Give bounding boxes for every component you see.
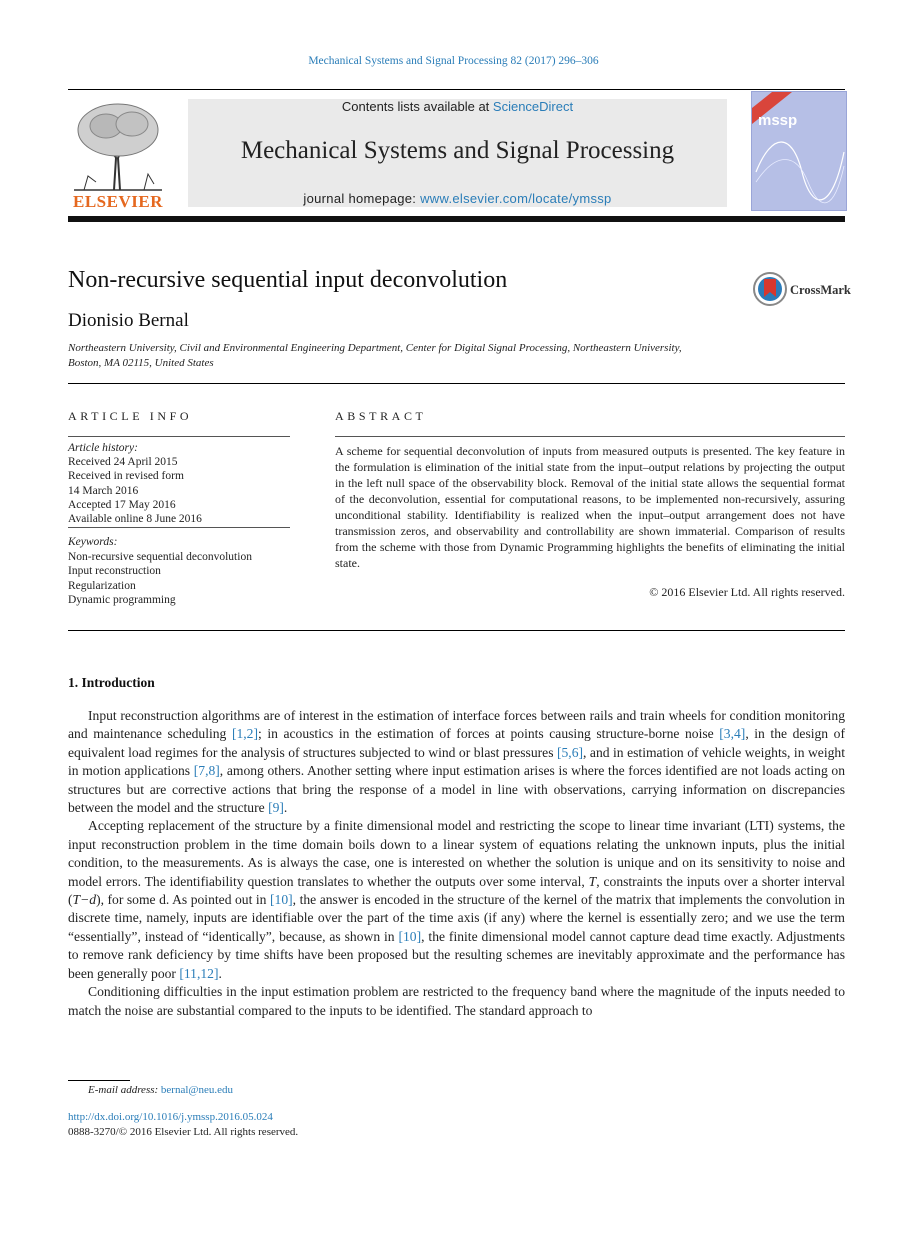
history-item: Received in revised form (68, 470, 184, 483)
crossmark-badge[interactable] (752, 271, 788, 312)
keywords-rule (68, 527, 290, 528)
abstract-heading: ABSTRACT (335, 409, 427, 423)
keyword-item: Regularization (68, 579, 136, 592)
tree-icon (74, 104, 162, 190)
citation-link[interactable]: [10] (270, 892, 293, 908)
doi-link[interactable]: http://dx.doi.org/10.1016/j.ymssp.2016.05.024 (68, 1111, 273, 1123)
paragraph: Accepting replacement of the structure by a finite dimensional model and restricting the scope to linear time invariant (LTI) systems, the input reconstruction problem in the time domain boils down to a linear system of equations relating the unknown inputs, plus the initial condition, to the measurements. As is always the case, one is interested on whether the solution is unique and on its sensitivity to noise and model errors. The identifiability question translates to whether the outputs over some interval, T, constraints the inputs over a shorter interval (T−d), for some d. As pointed out in [10], the answer is encoded in the structure of the kernel of the matrix that implements the convolution in discrete time, namely, inputs are identifiable over the part of the time axis (if any) where the kernel is essentially zero; and we use the term “essentially”, instead of “identically”, because, as shown in [10], the finite dimensional model cannot capture dead time exactly. Adjustments to remove rank deficiency by time shifts have been proposed but the resulting schemes are inevitably approximate and the performance has been generally poor [11,12]. (68, 818, 845, 981)
history-item: Available online 8 June 2016 (68, 513, 202, 526)
crossmark-label[interactable]: CrossMark (790, 283, 851, 297)
abstract-end-rule (68, 630, 845, 631)
author-name: Dionisio Bernal (68, 310, 189, 331)
keyword-item: Input reconstruction (68, 565, 161, 577)
paragraph: Input reconstruction algorithms are of interest in the estimation of interface forces between rails and train wheels for condition monitoring and maintenance scheduling [1,2]; in acoustics in the estimation of forces at points causing structure-borne noise [3,4], in the design of equivalent load regimes for the analysis of structures subjected to wind or blast pressures [5,6], and in estimation of vehicle weights, in weight in motion applications [7,8], among others. Another setting where input estimation arises is where the forces identified are not loads acting on structures but are corrective actions that bring the response of a model in line with observations, carrying information on discrepancies between the model and the structure [9]. (68, 708, 845, 816)
homepage-link[interactable]: www.elsevier.com/locate/ymssp (420, 191, 612, 206)
citation-link[interactable]: [10] (398, 928, 422, 944)
affiliation-line: Boston, MA 02115, United States (68, 357, 214, 369)
header-top-rule (68, 89, 845, 90)
citation-link[interactable]: [9] (268, 800, 284, 816)
email-link[interactable]: bernal@neu.edu (160, 1084, 234, 1096)
history-item: 14 March 2016 (68, 484, 139, 497)
article-info-heading: ARTICLE INFO (68, 409, 193, 423)
article-info-rule (68, 436, 290, 437)
sciencedirect-link[interactable]: ScienceDirect (492, 99, 574, 114)
history-label: Article history: (68, 442, 138, 454)
cover-title: mssp (758, 112, 798, 129)
history-item: Received 24 April 2015 (68, 456, 178, 469)
cover-art (752, 92, 846, 210)
citation-link[interactable]: [7,8] (193, 763, 220, 779)
keywords-label: Keywords: (68, 536, 118, 548)
issn-line: 0888-3270/© 2016 Elsevier Ltd. All rights reserved. (68, 1126, 299, 1138)
keyword-item: Non-recursive sequential deconvolution (68, 550, 252, 563)
body-text (68, 707, 845, 1020)
footnote-rule (68, 1080, 130, 1081)
email-label: E-mail address: (88, 1084, 159, 1096)
title-block-rule (68, 383, 845, 384)
paragraph: Conditioning difficulties in the input estimation problem are restricted to the frequency band where the magnitude of the inputs needed to match the noise are substantial compared to the inputs to be identified. The standard approach to (68, 984, 845, 1018)
abstract-rule (335, 436, 845, 437)
elsevier-wordmark: ELSEVIER (73, 192, 163, 211)
keyword-item: Dynamic programming (68, 594, 176, 606)
affiliation (68, 341, 758, 371)
citation-link[interactable]: [11,12] (179, 965, 219, 981)
affiliation-line: Northeastern University, Civil and Environmental Engineering Department, Center for Digital Signal Processing, Northeastern University, (68, 342, 682, 354)
citation-link[interactable]: [3,4] (719, 726, 746, 742)
section-heading-introduction: 1. Introduction (68, 675, 155, 690)
article-history (68, 441, 202, 526)
journal-cover-thumbnail[interactable] (751, 91, 847, 211)
homepage-prefix: journal homepage: (303, 191, 421, 206)
history-item: Accepted 17 May 2016 (68, 498, 176, 511)
keywords (68, 535, 252, 608)
abstract-text: A scheme for sequential deconvolution of inputs from measured outputs is presented. The key feature in the formulation is elimination of the initial state from the input–output relations by projecting the output in the left null space of the observability block. Removal of the initial state allows the sequential format of the deconvolution, essential for computational reasons, to be implemented non-recursively, assuring unconditional stability. Identifiability is realized when the input–output arrangement does not have transmission zeros, and observability and controllability are shown immaterial. Comparison of results from the scheme with those from Dynamic Programming highlights the benefits of eliminating the initial state. (335, 444, 845, 570)
abstract-copyright: © 2016 Elsevier Ltd. All rights reserved. (649, 585, 845, 599)
citation-link[interactable]: [1,2] (231, 726, 258, 742)
contents-prefix: Contents lists available at (341, 99, 493, 114)
article-title: Non-recursive sequential input deconvolution (68, 267, 508, 293)
crossmark-icon (752, 271, 788, 307)
citation-link[interactable]: [5,6] (556, 744, 584, 760)
journal-citation[interactable]: Mechanical Systems and Signal Processing 82 (2017) 296–306 (308, 55, 599, 67)
footnote-email (88, 1084, 233, 1096)
header-thick-rule (68, 216, 845, 222)
homepage-line (188, 191, 727, 206)
journal-title: Mechanical Systems and Signal Processing (240, 137, 675, 164)
contents-line (188, 99, 727, 114)
